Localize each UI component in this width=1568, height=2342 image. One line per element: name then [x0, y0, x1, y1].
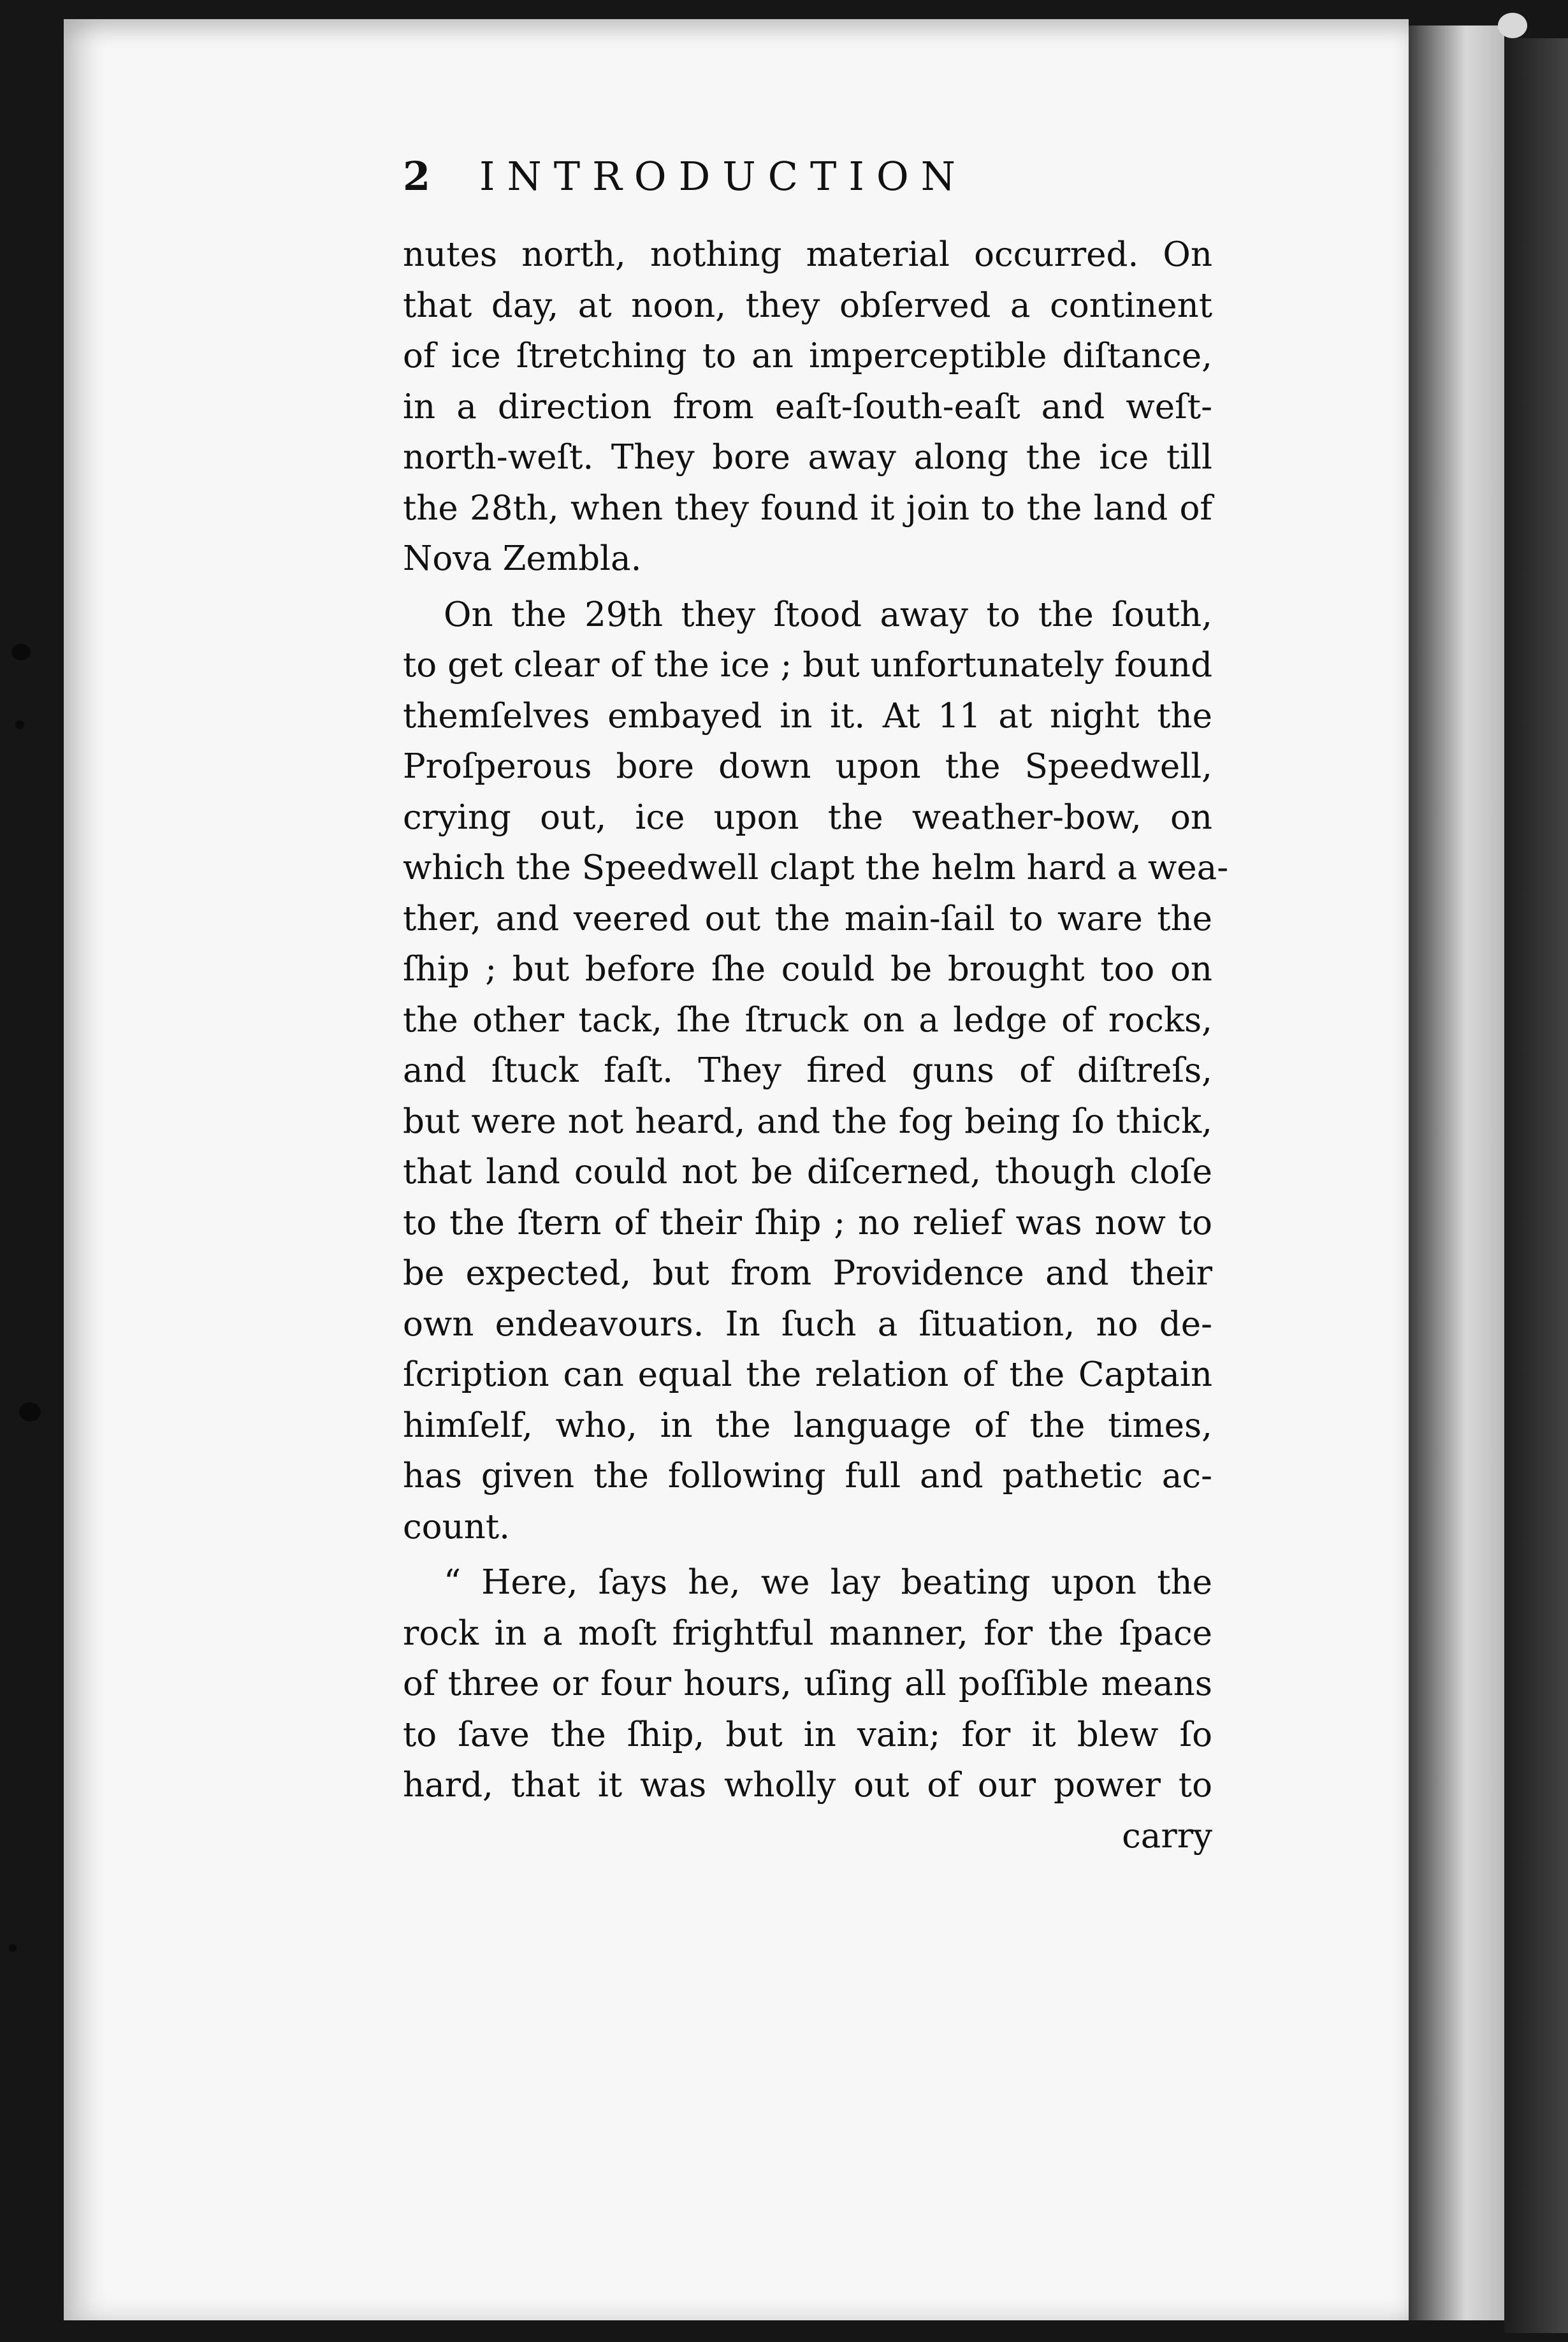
text-line: that land could not be diſcerned, though cloſe: [403, 1153, 1212, 1191]
page-number: 2: [403, 153, 431, 200]
catchword: carry: [1122, 1816, 1212, 1856]
text-line: north-weſt. They bore away along the ice till: [403, 438, 1212, 477]
text-line: himſelf, who, in the language of the times,: [403, 1406, 1212, 1445]
text-line: be expected, but from Providence and their: [403, 1254, 1212, 1293]
next-page-edge: [1409, 25, 1504, 2320]
ink-speck: [15, 720, 24, 729]
running-head: [403, 153, 1212, 229]
binding-shadow: [1504, 38, 1568, 2333]
text-line: crying out, ice upon the weather-bow, on: [403, 797, 1212, 837]
text-line: nutes north, nothing material occurred. On: [403, 235, 1212, 274]
text-line: ther, and veered out the main-ſail to ware the: [403, 899, 1212, 938]
text-line: the 28th, when they found it join to the land of: [403, 488, 1212, 528]
text-line: own endeavours. In ſuch a ſituation, no de-: [403, 1304, 1212, 1344]
text-line: ſhip ; but before ſhe could be brought too on: [403, 950, 1212, 989]
text-line: to the ſtern of their ſhip ; no relief was now to: [403, 1203, 1212, 1242]
text-line: themſelves embayed in it. At 11 at night the: [403, 696, 1212, 736]
ink-speck: [19, 1402, 41, 1422]
text-line: to ſave the ſhip, but in vain; for it blew ſo: [403, 1715, 1212, 1754]
text-line: that day, at noon, they obſerved a continent: [403, 286, 1212, 325]
text-line: in a direction from eaſt-ſouth-eaſt and weſt-: [403, 387, 1212, 426]
text-block: [403, 153, 1229, 1861]
paper-fragment: [1498, 13, 1527, 38]
paragraph: [403, 1557, 1212, 1811]
text-line: “ Here, ſays he, we lay beating upon the: [444, 1563, 1212, 1602]
text-line: count.: [403, 1507, 511, 1546]
text-line: of three or four hours, uſing all poſſible means: [403, 1664, 1212, 1703]
text-line: ſcription can equal the relation of the Captain: [403, 1355, 1212, 1394]
text-line: Proſperous bore down upon the Speedwell,: [403, 747, 1212, 786]
text-line: has given the following full and pathetic ac-: [403, 1457, 1212, 1495]
ink-speck: [11, 644, 31, 660]
text-line: the other tack, ſhe ſtruck on a ledge of rocks,: [403, 1000, 1212, 1040]
text-line: hard, that it was wholly out of our power to: [403, 1766, 1212, 1805]
running-title: INTRODUCTION: [479, 153, 968, 200]
text-line: Nova Zembla.: [403, 539, 642, 578]
text-line: and ſtuck faſt. They fired guns of diſtreſs,: [403, 1051, 1212, 1090]
text-line: rock in a moſt frightful manner, for the ſpace: [403, 1613, 1212, 1653]
text-line: On the 29th they ſtood away to the ſouth,: [444, 595, 1212, 634]
paragraph: [403, 590, 1229, 1553]
text-line: but were not heard, and the fog being ſo thick,: [403, 1102, 1212, 1141]
text-line: of ice ſtretching to an imperceptible diſtance,: [403, 337, 1212, 375]
paragraph: [403, 229, 1212, 585]
text-line: which the Speedwell clapt the helm hard a wea-: [403, 848, 1229, 887]
text-line: to get clear of the ice ; but unfortunately found: [403, 646, 1212, 685]
ink-speck: [9, 1944, 17, 1952]
